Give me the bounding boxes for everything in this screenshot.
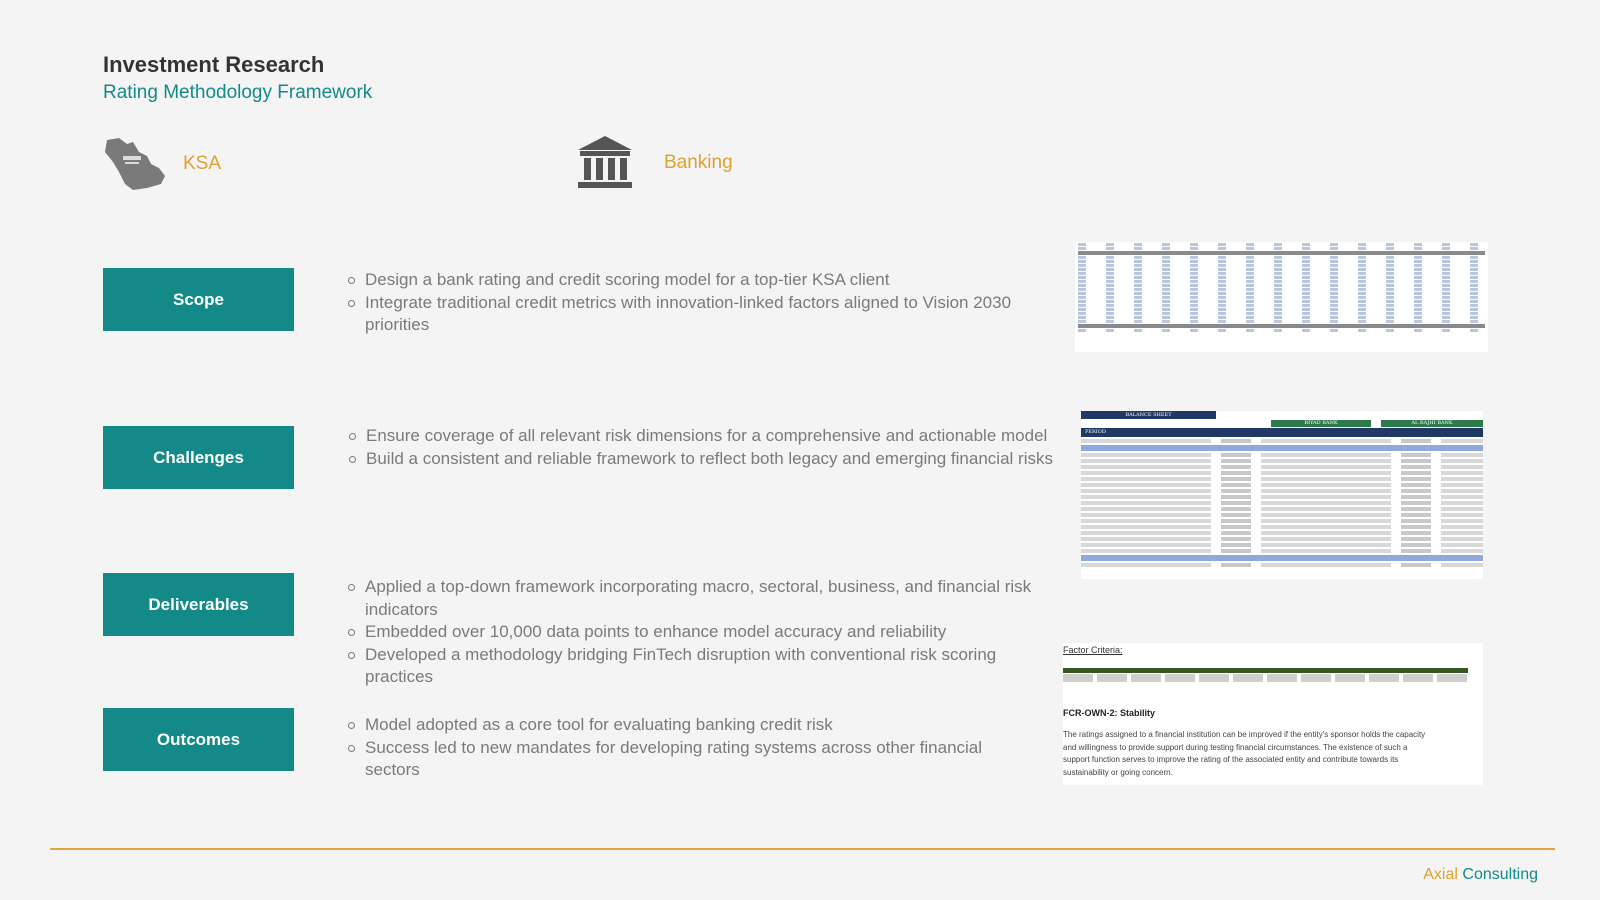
tag-banking-label: Banking — [664, 152, 733, 173]
list-item: Developed a methodology bridging FinTech disruption with conventional risk scoring practices — [365, 644, 1055, 689]
list-item: Embedded over 10,000 data points to enhance model accuracy and reliability — [365, 621, 1055, 644]
factor-criteria-thumbnail — [1063, 643, 1483, 785]
footer-brand — [1423, 866, 1538, 884]
list-item: Design a bank rating and credit scoring model for a top-tier KSA client — [365, 269, 1035, 292]
factor-text: The ratings assigned to a financial institution can be improved if the entity's sponsor holds the capacity and willingness to provide support during testing financial circumstances. The existence of such a support function serves to improve the rating of the associated entity and contribute towards its sustainability or going concern. — [1063, 730, 1426, 777]
footer-divider — [50, 848, 1555, 850]
list-item: Success led to new mandates for developing rating systems across other financial sectors — [365, 737, 1035, 782]
outcomes-list — [346, 714, 1035, 782]
brand-consulting: Consulting — [1462, 866, 1538, 883]
list-item: Model adopted as a core tool for evaluating banking credit risk — [365, 714, 1035, 737]
saudi-map-icon — [103, 138, 165, 190]
period-header: PERIOD — [1081, 428, 1483, 437]
bank-building-icon — [578, 136, 632, 190]
page-subtitle: Rating Methodology Framework — [103, 82, 373, 103]
balance-sheet-header: BALANCE SHEET — [1081, 411, 1216, 419]
deliverables-button[interactable]: Deliverables — [103, 573, 294, 636]
list-item: Applied a top-down framework incorporating macro, sectoral, business, and financial risk indicators — [365, 576, 1055, 621]
challenges-list — [347, 425, 1066, 470]
tag-ksa-label: KSA — [183, 153, 222, 174]
tag-banking — [578, 136, 733, 190]
page-title: Investment Research — [103, 52, 325, 77]
factor-criteria-label: Factor Criteria: — [1063, 645, 1123, 655]
list-item: Integrate traditional credit metrics with innovation-linked factors aligned to Vision 2030 priorities — [365, 292, 1035, 337]
outcomes-button[interactable]: Outcomes — [103, 708, 294, 771]
deliverables-list — [346, 576, 1055, 689]
tag-ksa — [103, 138, 221, 190]
factor-heading: FCR-OWN-2: Stability — [1063, 708, 1155, 718]
bank2-header: AL RAJHI BANK — [1381, 420, 1483, 427]
scope-button[interactable]: Scope — [103, 268, 294, 331]
bank1-header: RIYAD BANK — [1271, 420, 1371, 427]
challenges-button[interactable]: Challenges — [103, 426, 294, 489]
scope-spreadsheet-thumbnail — [1075, 242, 1488, 352]
scope-list — [346, 269, 1035, 337]
list-item: Ensure coverage of all relevant risk dimensions for a comprehensive and actionable model — [366, 425, 1066, 448]
brand-axial: Axial — [1423, 866, 1458, 883]
balance-sheet-thumbnail — [1081, 411, 1483, 579]
list-item: Build a consistent and reliable framework to reflect both legacy and emerging financial risks — [366, 448, 1066, 471]
